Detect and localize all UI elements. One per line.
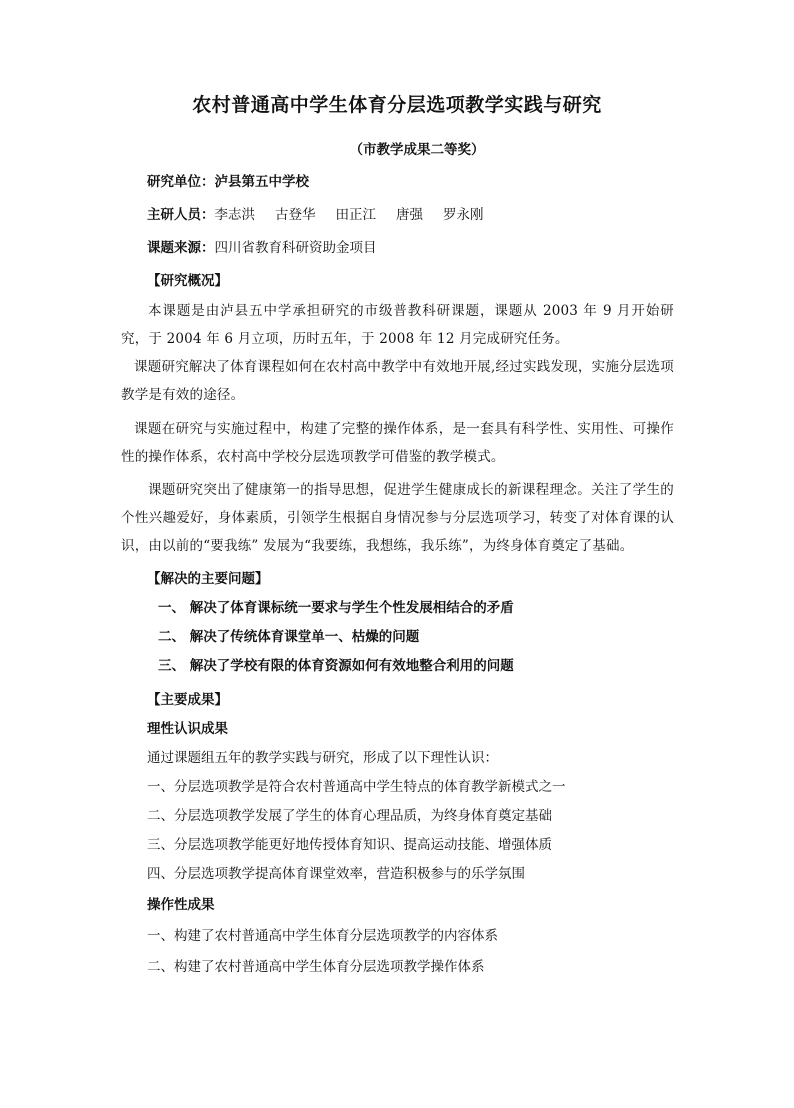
theory-heading: 理性认识成果 [147, 721, 228, 737]
overview-paragraph: 课题研究突出了健康第一的指导思想，促进学生健康成长的新课程理念。关注了学生的个性兴趣爱好，身体素质，引领学生根据自身情况参与分层选项学习，转变了对体育课的认识，由以前的“要我练” 发展为“我要练，我想练，我乐练”，为终身体育奠定了基础。 [121, 482, 674, 554]
researcher-name: 古登华 [275, 207, 316, 223]
researcher-name: 田正江 [335, 207, 376, 223]
research-unit-label: 研究单位： [147, 174, 215, 190]
results-heading: 【主要成果】 [147, 692, 228, 708]
overview-paragraph: 课题研究解决了体育课程如何在农村高中教学中有效地开展,经过实践发现，实施分层选项教学是有效的途径。 [121, 359, 674, 403]
award-note: （市教学成果二等奖） [349, 142, 485, 158]
problem-item: 三、 解决了学校有限的体育资源如何有效地整合利用的问题 [158, 658, 514, 674]
theory-intro: 通过课题组五年的教学实践与研究，形成了以下理性认识： [147, 750, 498, 766]
problems-heading: 【解决的主要问题】 [147, 571, 269, 587]
research-unit-value: 泸县第五中学校 [214, 174, 309, 190]
researchers-label: 主研人员： [147, 207, 215, 223]
researcher-name: 李志洪 [214, 207, 255, 223]
document-title: 农村普通高中学生体育分层选项教学实践与研究 [192, 94, 602, 116]
source-label: 课题来源： [147, 240, 215, 256]
problem-item: 一、 解决了体育课标统一要求与学生个性发展相结合的矛盾 [158, 600, 514, 616]
researchers-line [147, 205, 484, 225]
research-unit-line [147, 172, 309, 192]
source-line [147, 238, 377, 258]
theory-item: 三、分层选项教学能更好地传授体育知识、提高运动技能、增强体质 [147, 837, 552, 853]
theory-item: 一、分层选项教学是符合农村普通高中学生特点的体育教学新模式之一 [147, 779, 566, 795]
overview-paragraph: 本课题是由泸县五中学承担研究的市级普教科研课题，课题从 2003 年 9 月开始研究，于 2004 年 6 月立项，历时五年，于 2008 年 12 月完成研究任务。 [121, 303, 674, 347]
theory-item: 二、分层选项教学发展了学生的体育心理品质，为终身体育奠定基础 [147, 808, 552, 824]
operation-heading: 操作性成果 [147, 897, 215, 913]
overview-heading: 【研究概况】 [147, 273, 228, 289]
researcher-name: 唐强 [396, 207, 423, 223]
researcher-name: 罗永刚 [443, 207, 484, 223]
problem-item: 二、 解决了传统体育课堂单一、枯燥的问题 [158, 629, 420, 645]
operation-item: 二、构建了农村普通高中学生体育分层选项教学操作体系 [147, 959, 485, 975]
source-value: 四川省教育科研资助金项目 [214, 240, 377, 256]
overview-paragraph: 课题在研究与实施过程中，构建了完整的操作体系，是一套具有科学性、实用性、可操作性的操作体系，农村高中学校分层选项教学可借鉴的教学模式。 [121, 421, 674, 465]
theory-item: 四、分层选项教学提高体育课堂效率，营造积极参与的乐学氛围 [147, 866, 525, 882]
operation-item: 一、构建了农村普通高中学生体育分层选项教学的内容体系 [147, 928, 498, 944]
